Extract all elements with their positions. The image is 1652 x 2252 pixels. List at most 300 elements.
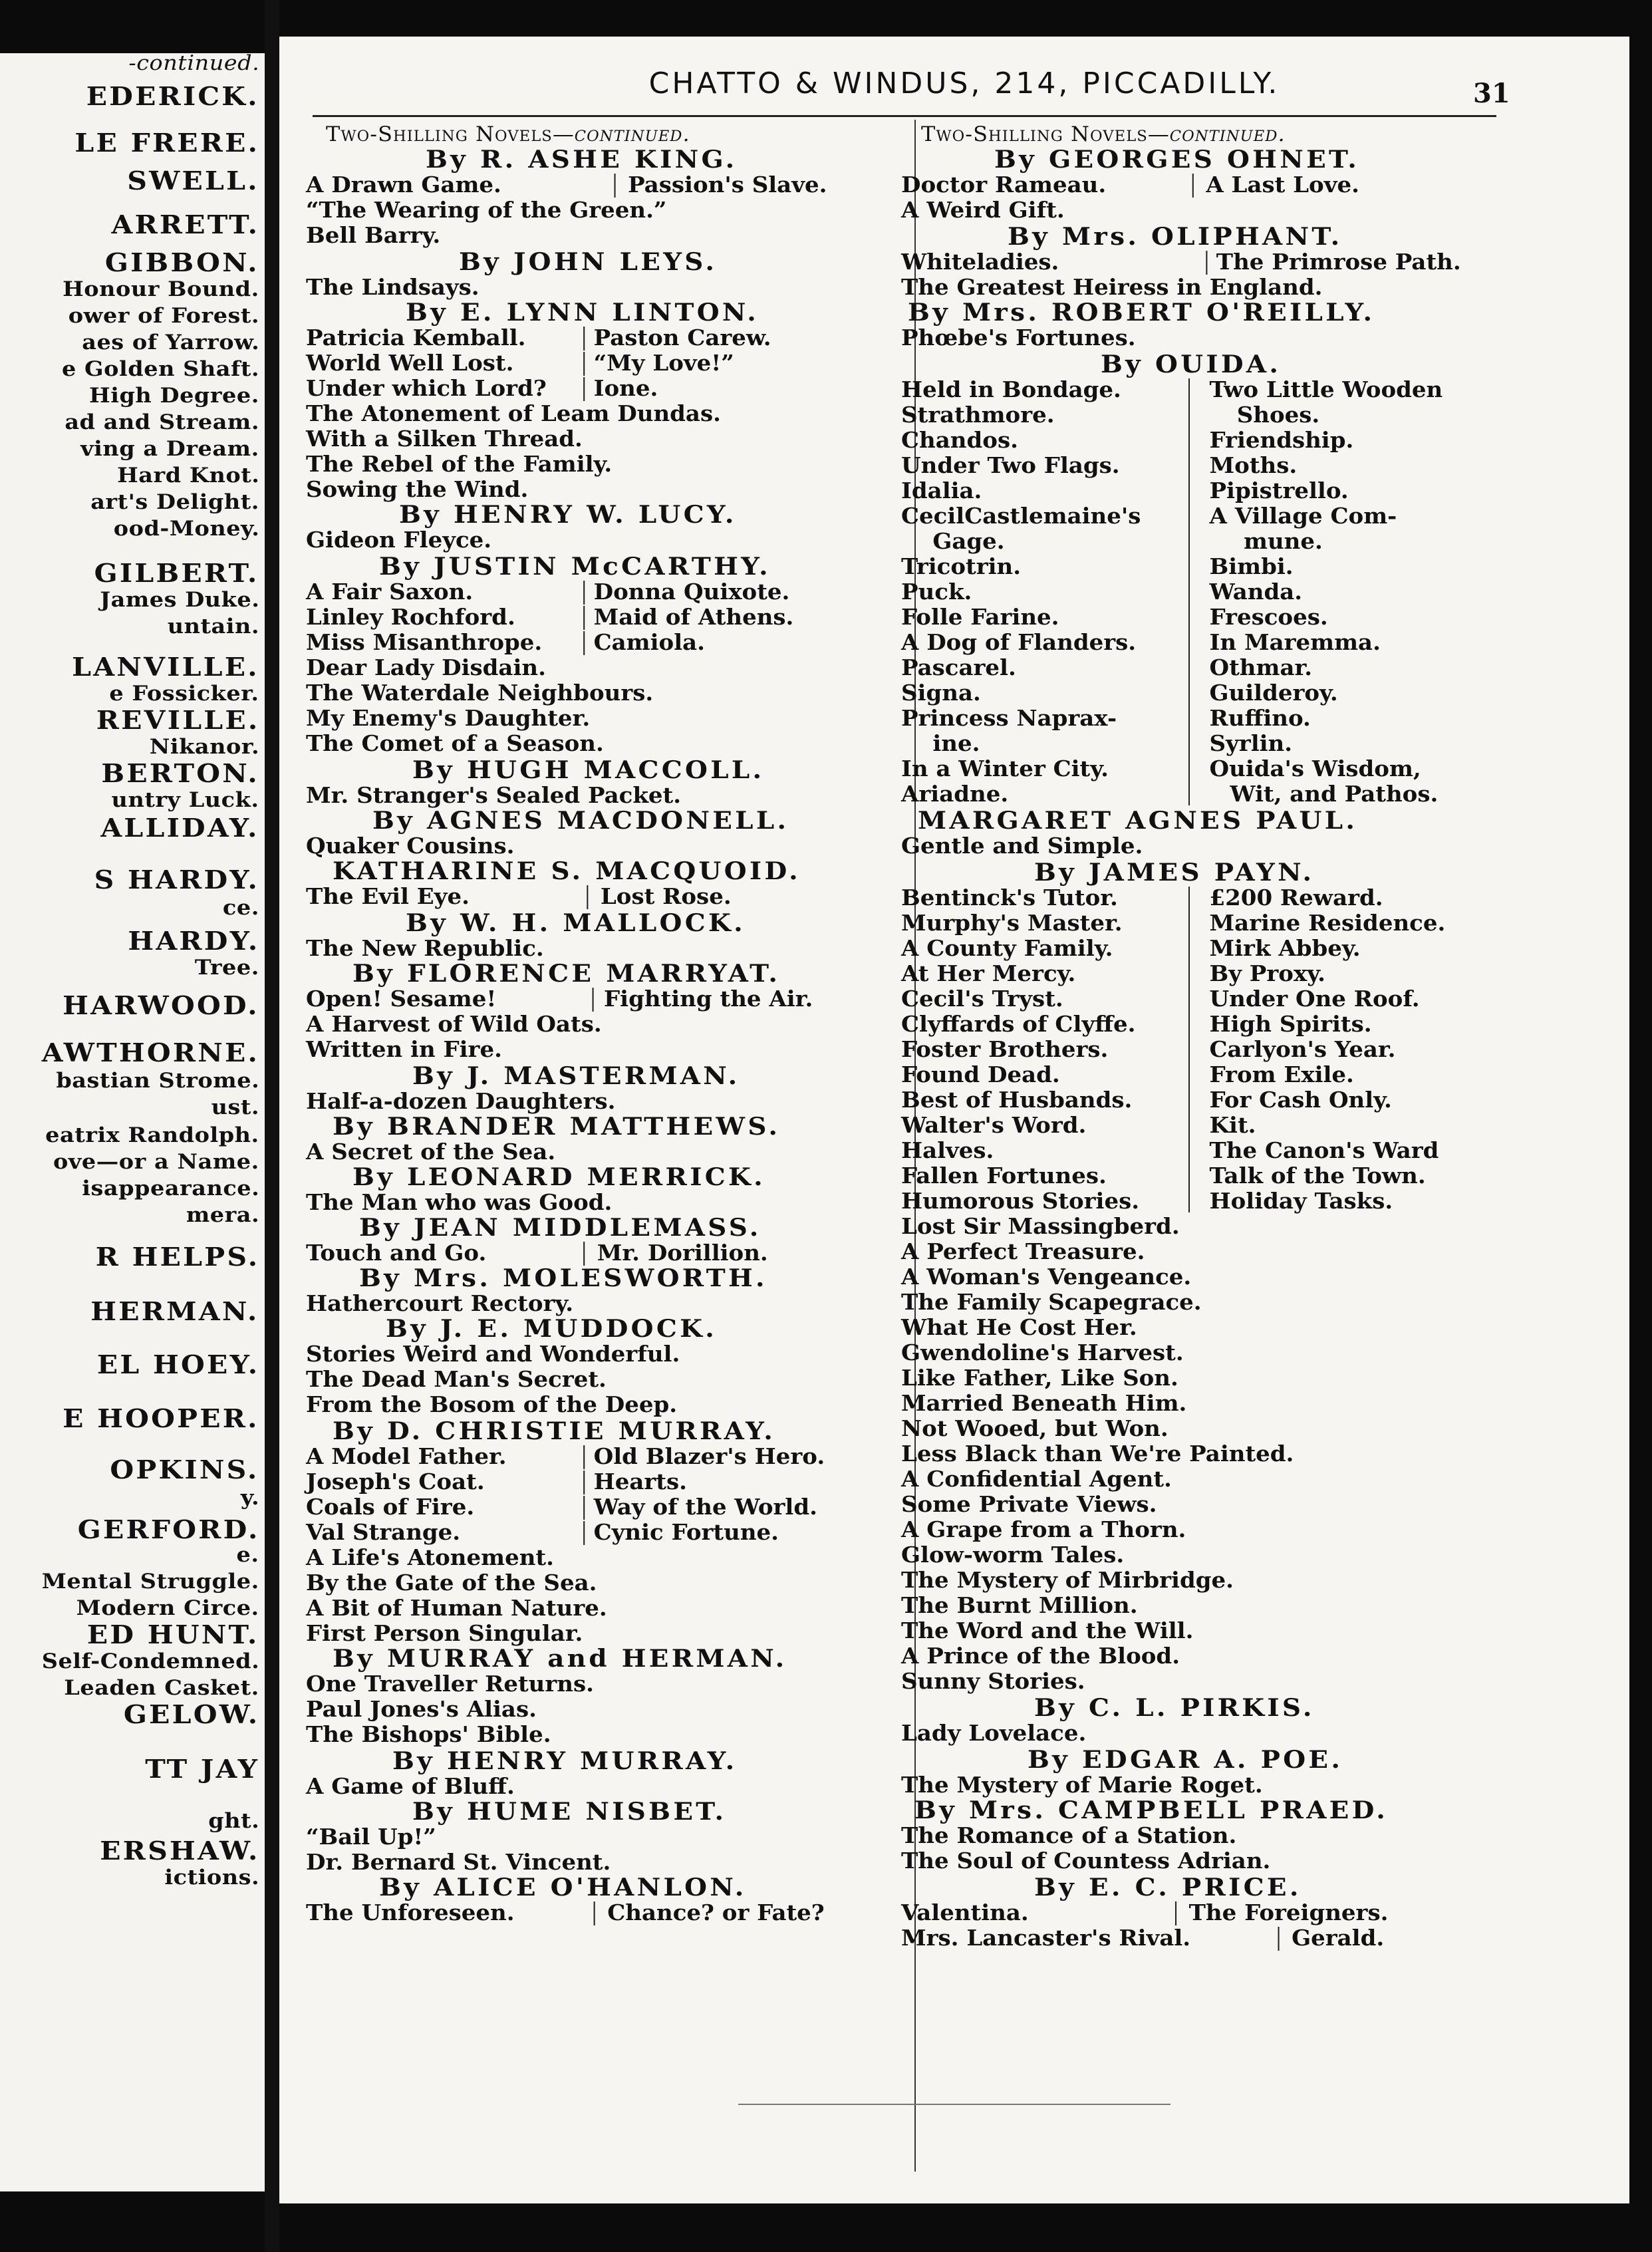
book-title-second: Talk of the Town.: [1209, 1163, 1426, 1189]
book-title-second: In Maremma.: [1209, 629, 1381, 655]
title-separator: [594, 1901, 595, 1925]
book-title-second: For Cash Only.: [1209, 1087, 1392, 1113]
book-title: [901, 1618, 1193, 1643]
title-separator: [587, 885, 588, 909]
book-title: [901, 1416, 1169, 1441]
book-title-text: Open! Sesame!: [306, 986, 497, 1012]
book-title: [901, 629, 1381, 655]
author-heading-fragment: REVILLE.: [96, 705, 259, 735]
book-title-text: A Perfect Treasure.: [901, 1238, 1145, 1264]
book-title-text: Gwendoline's Harvest.: [901, 1339, 1184, 1365]
book-title-text: The Mystery of Marie Roget.: [901, 1772, 1263, 1798]
book-title-text: The Man who was Good.: [306, 1189, 613, 1215]
book-title-second: Mirk Abbey.: [1209, 935, 1361, 961]
book-title: [901, 503, 1397, 529]
book-title: [901, 402, 1320, 428]
book-title: [901, 1036, 1396, 1062]
book-title: [901, 1925, 1385, 1951]
book-title: [901, 1087, 1392, 1113]
title-separator: [583, 631, 585, 655]
author-heading: By Mrs. OLIPHANT.: [1008, 223, 1343, 251]
author-heading: By OUIDA.: [1101, 351, 1282, 378]
book-title-text: A Grape from a Thorn.: [901, 1516, 1186, 1542]
author-heading-fragment: R HELPS.: [95, 1242, 259, 1272]
title-fragment: ower of Forest.: [68, 304, 259, 328]
book-title-second: Othmar.: [1209, 654, 1313, 680]
title-separator: [1278, 1927, 1280, 1951]
book-title: [901, 1848, 1270, 1874]
book-title-text: Whiteladies.: [901, 249, 1059, 275]
title-fragment: isappearance.: [81, 1177, 259, 1200]
running-head: CHATTO & WINDUS, 214, PICCADILLY.: [648, 67, 1280, 100]
book-title-second: Moths.: [1209, 452, 1298, 478]
title-fragment: Mental Struggle.: [41, 1570, 259, 1594]
title-fragment: Hard Knot.: [116, 464, 259, 488]
book-title-text: The Lindsays.: [306, 274, 480, 300]
author-heading: By C. L. PIRKIS.: [1034, 1694, 1315, 1722]
book-title-text: Sowing the Wind.: [306, 476, 529, 502]
book-title: [901, 1239, 1145, 1264]
book-title: [901, 1315, 1137, 1340]
title-separator: [583, 1445, 585, 1469]
book-title-second: Shoes.: [1236, 402, 1320, 428]
book-title: [306, 1291, 573, 1316]
book-title: [901, 833, 1143, 859]
book-title-text: A Harvest of Wild Oats.: [306, 1011, 602, 1037]
book-title-text: A Game of Bluff.: [306, 1773, 515, 1799]
book-title: [306, 1722, 551, 1747]
book-title-second: Lost Rose.: [600, 883, 732, 909]
author-heading: KATHARINE S. MACQUOID.: [333, 857, 801, 885]
book-title-text: From the Bosom of the Deep.: [306, 1391, 678, 1417]
book-title: [901, 1542, 1124, 1568]
book-title: [306, 1774, 515, 1799]
book-title: [306, 783, 681, 808]
book-title: [901, 528, 1323, 554]
book-title-text: A Weird Gift.: [901, 197, 1065, 223]
book-title-text: Written in Fire.: [306, 1036, 502, 1062]
book-title-second: Frescoes.: [1209, 604, 1328, 630]
book-title: [901, 427, 1354, 453]
author-heading-fragment: LE FRERE.: [74, 128, 259, 158]
author-heading-fragment: E HOOPER.: [63, 1403, 259, 1433]
book-title: [901, 1467, 1172, 1492]
title-fragment: e.: [236, 1543, 259, 1567]
book-title-text: Doctor Rameau.: [901, 172, 1107, 198]
book-title-text: The Word and the Will.: [901, 1618, 1194, 1643]
book-title: [306, 1697, 537, 1722]
author-heading: By JUSTIN McCARTHY.: [379, 553, 771, 581]
book-title-text: A Life's Atonement.: [306, 1544, 554, 1570]
book-title-text: Patricia Kemball.: [306, 325, 526, 351]
book-title-second: Chance? or Fate?: [607, 1900, 825, 1925]
book-title: [901, 1214, 1180, 1239]
book-title: [306, 1621, 583, 1646]
author-heading-fragment: LANVILLE.: [72, 652, 259, 682]
book-title-text: Sunny Stories.: [901, 1668, 1085, 1694]
book-title: [901, 1772, 1263, 1798]
book-title-second: Camiola.: [593, 629, 706, 655]
book-title: [901, 1188, 1393, 1214]
book-title-text: Quaker Cousins.: [306, 833, 515, 859]
title-fragment: Self-Condemned.: [41, 1649, 259, 1673]
book-title-text: Signa.: [901, 680, 981, 706]
author-heading: By Mrs. CAMPBELL PRAED.: [914, 1796, 1389, 1824]
book-title-text: Halves.: [901, 1137, 994, 1163]
book-title: [901, 579, 1303, 605]
book-title: [306, 731, 604, 756]
book-title: [901, 452, 1298, 478]
book-title: [306, 198, 666, 223]
book-title: [306, 1367, 607, 1392]
book-title-text: A Bit of Human Nature.: [306, 1595, 607, 1621]
book-title-text: Found Dead.: [901, 1061, 1060, 1087]
author-heading: By JEAN MIDDLEMASS.: [359, 1214, 761, 1242]
book-title-text: Bell Barry.: [306, 222, 441, 248]
book-title: [901, 275, 1322, 300]
book-title: [901, 756, 1421, 781]
book-title-text: Under which Lord?: [306, 375, 547, 401]
title-separator: [583, 581, 585, 605]
title-fragment: ictions.: [164, 1866, 259, 1890]
book-title-text: Stories Weird and Wonderful.: [306, 1341, 680, 1367]
book-title: [306, 833, 514, 859]
book-title-text: The Soul of Countess Adrian.: [901, 1848, 1271, 1874]
book-title-text: Phœbe's Fortunes.: [901, 325, 1136, 351]
book-title: [901, 1823, 1236, 1848]
book-title-text: Cecil's Tryst.: [901, 986, 1063, 1012]
book-title-text: A Model Father.: [306, 1443, 507, 1469]
book-title-second: Hearts.: [593, 1469, 687, 1494]
book-title-second: “My Love!”: [593, 350, 734, 376]
author-heading-fragment: HARDY.: [127, 926, 259, 956]
title-fragment: Honour Bound.: [63, 277, 259, 301]
book-title: [306, 1037, 502, 1062]
book-title-second: High Spirits.: [1209, 1011, 1372, 1037]
book-title-text: Miss Misanthrope.: [306, 629, 543, 655]
book-title-second: Friendship.: [1209, 427, 1354, 453]
author-heading: By GEORGES OHNET.: [994, 146, 1360, 174]
book-title-text: A Woman's Vengeance.: [901, 1264, 1192, 1290]
book-title: [901, 1365, 1178, 1391]
book-title-text: A Dog of Flanders.: [901, 629, 1137, 655]
author-heading-fragment: GELOW.: [123, 1699, 259, 1729]
book-title-text: Linley Rochford.: [306, 604, 515, 630]
book-title-text: Mr. Stranger's Sealed Packet.: [306, 782, 682, 808]
book-title-text: World Well Lost.: [306, 350, 514, 376]
book-title-text: “The Wearing of the Green.”: [306, 197, 667, 223]
title-fragment: y.: [240, 1486, 259, 1510]
book-title: [901, 1492, 1157, 1517]
book-title-text: Folle Farine.: [901, 604, 1059, 630]
book-title: [306, 680, 653, 706]
book-title: [306, 452, 612, 477]
book-title: [901, 1061, 1354, 1087]
book-title: [306, 325, 771, 351]
book-title: [306, 1494, 817, 1520]
title-separator: [583, 327, 585, 351]
book-title-text: My Enemy's Daughter.: [306, 705, 591, 731]
book-title-second: Syrlin.: [1209, 730, 1293, 756]
title-fragment: ght.: [207, 1809, 259, 1833]
book-title-text: The Mystery of Mirbridge.: [901, 1567, 1234, 1593]
book-title: [306, 1240, 768, 1266]
author-heading: By E. LYNN LINTON.: [406, 299, 759, 327]
book-title-text: Touch and Go.: [306, 1240, 487, 1266]
book-title: [306, 275, 480, 300]
title-separator: [583, 377, 585, 401]
book-title-second: £200 Reward.: [1209, 885, 1383, 911]
section-heading-continued: continued.: [1169, 122, 1286, 146]
author-heading-fragment: EL HOEY.: [96, 1349, 259, 1379]
author-heading: MARGARET AGNES PAUL.: [918, 807, 1358, 835]
book-title-text: Humorous Stories.: [901, 1188, 1140, 1214]
book-title: [306, 936, 544, 961]
book-title-text: A Drawn Game.: [306, 172, 501, 198]
book-title-text: Best of Husbands.: [901, 1087, 1133, 1113]
book-title-text: CecilCastlemaine's: [901, 503, 1141, 529]
author-heading: By Mrs. ROBERT O'REILLY.: [908, 299, 1375, 327]
facing-page-fragment: [0, 53, 265, 2191]
book-title: [901, 376, 1443, 402]
book-title-text: Not Wooed, but Won.: [901, 1415, 1169, 1441]
book-title-text: Like Father, Like Son.: [901, 1365, 1178, 1391]
book-title-second: Wanda.: [1209, 579, 1303, 605]
book-title-text: Strathmore.: [901, 402, 1055, 428]
book-title-text: Glow-worm Tales.: [901, 1542, 1125, 1568]
title-fragment: ving a Dream.: [80, 437, 259, 461]
book-title-text: A County Family.: [901, 935, 1113, 961]
book-title-text: Clyffards of Clyffe.: [901, 1011, 1136, 1037]
book-title-text: Murphy's Master.: [901, 910, 1123, 936]
title-separator: [1188, 887, 1190, 1212]
book-title-second: Pipistrello.: [1209, 478, 1349, 503]
author-heading: By J. E. MUDDOCK.: [386, 1315, 718, 1343]
author-heading: By BRANDER MATTHEWS.: [333, 1113, 781, 1141]
book-title-text: Married Beneath Him.: [901, 1390, 1187, 1416]
title-fragment: ove—or a Name.: [53, 1150, 259, 1174]
book-title: [901, 172, 1359, 198]
book-title-text: What He Cost Her.: [901, 1314, 1137, 1340]
title-fragment: e Fossicker.: [109, 682, 259, 706]
author-heading: By AGNES MACDONELL.: [372, 807, 789, 835]
book-title: [306, 579, 790, 605]
book-title-text: Hathercourt Rectory.: [306, 1290, 574, 1316]
title-separator: [583, 1242, 585, 1266]
book-title: [901, 705, 1311, 731]
book-title-text: At Her Mercy.: [901, 960, 1076, 986]
book-title: [901, 1721, 1086, 1746]
book-title-text: Coals of Fire.: [306, 1494, 475, 1520]
book-title-text: Tricotrin.: [901, 553, 1022, 579]
book-title-second: Ouida's Wisdom,: [1209, 756, 1421, 781]
book-title: [306, 706, 590, 731]
book-title: [901, 654, 1313, 680]
author-heading: By R. ASHE KING.: [426, 146, 738, 174]
book-title-second: Way of the World.: [593, 1494, 817, 1520]
section-heading-text: Two-Shilling Novels—: [326, 122, 575, 146]
title-fragment: untry Luck.: [112, 788, 259, 812]
book-title: [901, 1011, 1372, 1037]
book-title-text: Chandos.: [901, 427, 1018, 453]
author-heading: By HENRY W. LUCY.: [399, 501, 737, 529]
book-title: [901, 553, 1294, 579]
section-heading-continued: continued.: [574, 122, 690, 146]
author-heading-fragment: EDERICK.: [86, 81, 259, 111]
book-title-second: Old Blazer's Hero.: [593, 1443, 825, 1469]
author-heading-fragment: HARWOOD.: [63, 990, 259, 1020]
book-title: [901, 1441, 1294, 1467]
book-title-second: Paston Carew.: [593, 325, 771, 351]
title-separator: [583, 606, 585, 630]
book-title: [901, 1112, 1256, 1138]
title-fragment: James Duke.: [99, 588, 259, 612]
author-heading-fragment: GIBBON.: [105, 247, 259, 277]
book-title: [306, 1596, 607, 1621]
title-separator: [615, 174, 616, 198]
book-title-text: The Comet of a Season.: [306, 730, 604, 756]
author-heading-fragment: ARRETT.: [111, 210, 259, 239]
book-title-text: Dr. Bernard St. Vincent.: [306, 1849, 611, 1875]
book-title-text: The Atonement of Leam Dundas.: [306, 400, 721, 426]
book-title-second: The Foreigners.: [1188, 1900, 1389, 1925]
book-title-text: The Burnt Million.: [901, 1592, 1138, 1618]
book-title-text: Pascarel.: [901, 654, 1016, 680]
book-title-text: The Greatest Heiress in England.: [901, 274, 1323, 300]
author-heading: By Mrs. MOLESWORTH.: [359, 1264, 767, 1292]
book-title: [901, 730, 1293, 756]
book-title: [306, 1469, 687, 1494]
book-title-second: A Last Love.: [1206, 172, 1359, 198]
author-heading: By JOHN LEYS.: [459, 248, 718, 276]
book-title-second: Bimbi.: [1209, 553, 1294, 579]
author-heading-fragment: ALLIDAY.: [100, 813, 259, 843]
author-heading-fragment: ED HUNT.: [87, 1619, 259, 1649]
book-title: [901, 604, 1328, 630]
book-title: [901, 198, 1065, 223]
title-separator: [1188, 378, 1190, 805]
title-fragment: mera.: [186, 1203, 259, 1227]
title-fragment: ust.: [211, 1095, 259, 1119]
book-title-second: Gerald.: [1292, 1925, 1385, 1951]
book-title: [901, 986, 1420, 1012]
book-title-text: Fallen Fortunes.: [901, 1163, 1107, 1189]
section-heading: [326, 122, 690, 147]
book-title: [306, 172, 827, 198]
book-title: [901, 1643, 1180, 1669]
book-title: [901, 885, 1383, 911]
title-fragment: Tree.: [194, 956, 259, 980]
book-title-text: Gage.: [901, 528, 1005, 554]
title-fragment: ad and Stream.: [65, 410, 259, 434]
book-title-text: The Dead Man's Secret.: [306, 1366, 607, 1392]
book-title-second: Ruffino.: [1209, 705, 1311, 731]
book-title-text: Dear Lady Disdain.: [306, 654, 546, 680]
book-title: [306, 375, 658, 401]
book-title: [306, 1341, 680, 1367]
book-title: [901, 680, 1338, 706]
book-title-second: Holiday Tasks.: [1209, 1188, 1393, 1214]
book-title: [901, 1391, 1186, 1416]
book-title-text: Idalia.: [901, 478, 982, 503]
book-title-text: Lady Lovelace.: [901, 1720, 1087, 1746]
book-title: [306, 527, 491, 553]
title-fragment: ce.: [223, 896, 259, 920]
title-separator: [593, 988, 594, 1012]
book-title-second: From Exile.: [1209, 1061, 1354, 1087]
book-title-text: The Evil Eye.: [306, 883, 470, 909]
book-title: [901, 1593, 1138, 1618]
book-title-second: mune.: [1244, 528, 1323, 554]
book-title-text: A Fair Saxon.: [306, 579, 474, 605]
book-title-text: The New Republic.: [306, 935, 544, 961]
book-title-text: First Person Singular.: [306, 1620, 583, 1646]
book-title-text: Valentina.: [901, 1900, 1029, 1925]
book-title: [306, 401, 721, 426]
author-heading-fragment: TT JAY: [145, 1754, 259, 1784]
book-title: [901, 1669, 1085, 1694]
book-title: [306, 1545, 554, 1570]
title-fragment: Leaden Casket.: [64, 1676, 259, 1700]
title-separator: [583, 1521, 585, 1545]
book-title-text: With a Silken Thread.: [306, 426, 583, 452]
book-title-text: Less Black than We're Painted.: [901, 1441, 1294, 1467]
section-heading: [921, 122, 1286, 147]
book-title: [901, 1568, 1234, 1593]
book-title-second: The Canon's Ward: [1209, 1137, 1439, 1163]
book-title-second: Cynic Fortune.: [593, 1519, 779, 1545]
title-fragment: e Golden Shaft.: [61, 357, 259, 381]
book-title: [901, 1163, 1426, 1189]
author-heading: By HENRY MURRAY.: [392, 1747, 738, 1775]
book-title: [306, 1392, 677, 1417]
book-title: [306, 883, 732, 909]
book-title-second: Passion's Slave.: [628, 172, 827, 198]
title-fragment: eatrix Randolph.: [45, 1123, 259, 1147]
book-title: [306, 1443, 825, 1469]
author-heading: By LEONARD MERRICK.: [352, 1163, 765, 1191]
book-title: [901, 1137, 1439, 1163]
book-title-second: Carlyon's Year.: [1209, 1036, 1396, 1062]
book-title-text: Half-a-dozen Daughters.: [306, 1088, 616, 1114]
book-title-second: By Proxy.: [1209, 960, 1325, 986]
book-title-second: Mr. Dorillion.: [597, 1240, 768, 1266]
book-title: [306, 1850, 611, 1875]
title-fragment: untain.: [167, 615, 259, 638]
book-title-text: Paul Jones's Alias.: [306, 1696, 537, 1722]
author-heading: By FLORENCE MARRYAT.: [352, 960, 781, 988]
book-title: [901, 478, 1349, 503]
title-fragment: ood-Money.: [113, 517, 259, 541]
book-title: [306, 1824, 436, 1850]
title-separator: [1192, 174, 1194, 198]
book-title: [306, 1089, 616, 1114]
book-title-text: The Romance of a Station.: [901, 1822, 1237, 1848]
book-title-second: A Village Com-: [1209, 503, 1397, 529]
book-title-text: By the Gate of the Sea.: [306, 1570, 597, 1596]
book-title: [306, 986, 813, 1012]
book-title-text: The Waterdale Neighbours.: [306, 680, 654, 706]
book-title: [306, 223, 440, 248]
book-title-second: Marine Residence.: [1209, 910, 1446, 936]
book-title-text: A Confidential Agent.: [901, 1466, 1172, 1492]
book-title-second: Fighting the Air.: [604, 986, 813, 1012]
book-title-text: A Prince of the Blood.: [901, 1643, 1180, 1669]
book-title-text: Walter's Word.: [901, 1112, 1087, 1138]
book-title-text: Val Strange.: [306, 1519, 461, 1545]
title-separator: [1206, 251, 1207, 275]
book-title: [901, 1264, 1191, 1290]
